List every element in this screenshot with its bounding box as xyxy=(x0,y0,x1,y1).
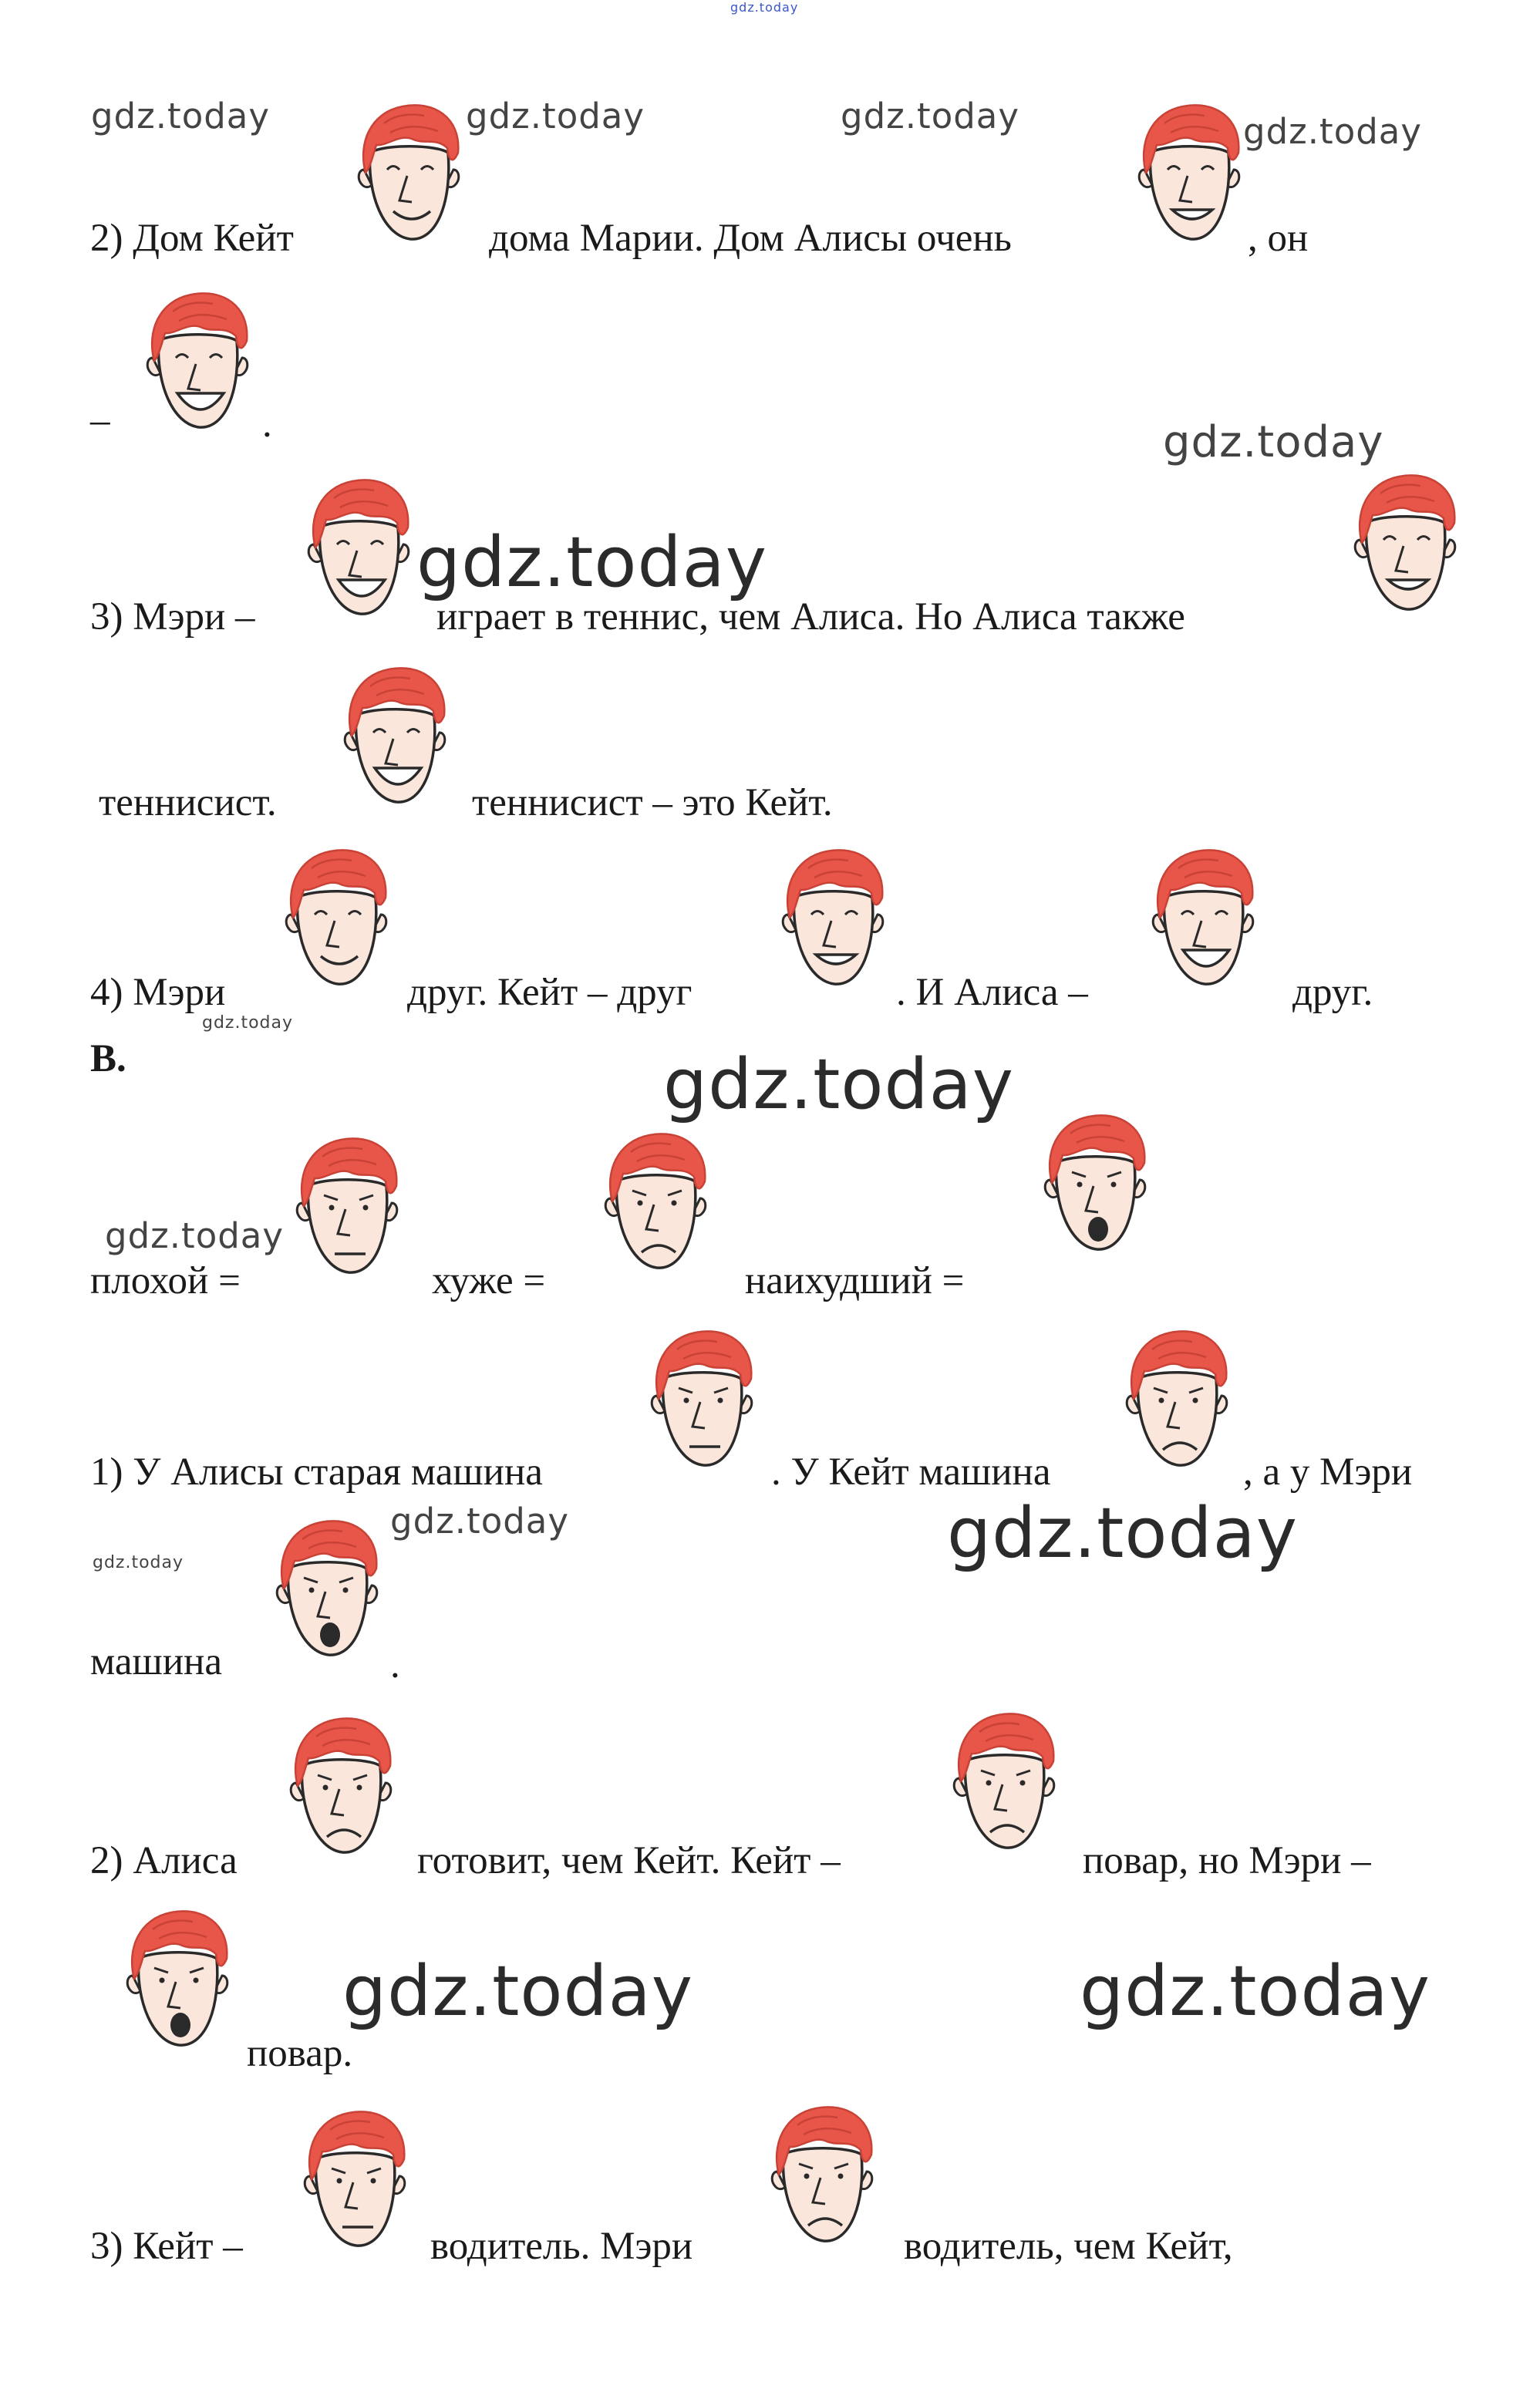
a4-text-2: друг. Кейт – друг xyxy=(407,971,692,1014)
crying-face-icon xyxy=(265,1515,389,1663)
a3-text-2: играет в теннис, чем Алиса. Но Алиса также xyxy=(436,595,1185,639)
watermark: gdz.today xyxy=(342,1951,694,2032)
watermark: gdz.today xyxy=(91,96,271,136)
a3-text-3: теннисист. xyxy=(99,781,277,824)
a2-text-4: – xyxy=(90,399,110,442)
frowning-face-icon xyxy=(1115,1325,1238,1473)
section-b-label: B. xyxy=(90,1037,126,1080)
smiling-face-icon xyxy=(1127,99,1251,247)
watermark: gdz.today xyxy=(947,1493,1299,1574)
watermark: gdz.today xyxy=(1243,111,1423,152)
a4-text-3: . И Алиса – xyxy=(896,971,1088,1014)
sad-face-icon xyxy=(293,2105,416,2253)
smiling-face-icon xyxy=(771,844,895,992)
watermark: gdz.today xyxy=(390,1501,570,1542)
b2-text-1: 2) Алиса xyxy=(90,1839,238,1882)
frowning-face-icon xyxy=(279,1712,403,1860)
big-smile-face-icon xyxy=(333,662,457,810)
a2-text-2: дома Марии. Дом Алисы очень xyxy=(489,217,1012,260)
watermark: gdz.today xyxy=(1163,417,1384,467)
sad-face-icon xyxy=(285,1132,409,1280)
b3-text-1: 3) Кейт – xyxy=(90,2225,243,2268)
crying-face-icon xyxy=(116,1905,239,2053)
legend-worse: хуже = xyxy=(432,1259,546,1302)
watermark: gdz.today xyxy=(466,96,645,136)
smiling-face-icon xyxy=(1343,469,1467,617)
watermark: gdz.today xyxy=(202,1013,294,1033)
watermark-top: gdz.today xyxy=(730,0,799,15)
big-smile-face-icon xyxy=(297,473,420,622)
watermark: gdz.today xyxy=(1080,1951,1431,2032)
watermark: gdz.today xyxy=(841,96,1020,136)
b1-text-5: . xyxy=(390,1643,400,1686)
b1-text-2: . У Кейт машина xyxy=(771,1451,1051,1494)
watermark: gdz.today xyxy=(663,1044,1015,1125)
crying-face-icon xyxy=(1033,1109,1157,1257)
b1-text-4: машина xyxy=(90,1640,223,1683)
a4-text-1: 4) Мэри xyxy=(90,971,226,1014)
frowning-face-icon xyxy=(594,1127,717,1275)
happy-face-icon xyxy=(275,844,398,992)
a2-text-5: . xyxy=(262,403,272,446)
b3-text-3: водитель, чем Кейт, xyxy=(904,2225,1233,2268)
b2-text-3: повар, но Мэри – xyxy=(1083,1839,1371,1882)
a3-text-1: 3) Мэри – xyxy=(90,595,255,639)
happy-face-icon xyxy=(347,99,470,247)
watermark: gdz.today xyxy=(105,1215,285,1256)
a4-text-4: друг. xyxy=(1292,971,1373,1014)
legend-bad: плохой = xyxy=(90,1259,241,1302)
b1-text-3: , а у Мэри xyxy=(1243,1451,1413,1494)
a2-text-3: , он xyxy=(1248,217,1309,260)
legend-worst: наихудший = xyxy=(745,1259,965,1302)
frowning-face-icon xyxy=(942,1707,1066,1855)
watermark: gdz.today xyxy=(416,522,768,603)
frowning-face-icon xyxy=(760,2101,884,2249)
a3-text-4: теннисист – это Кейт. xyxy=(472,781,833,824)
a2-text-1: 2) Дом Кейт xyxy=(90,217,294,260)
b1-text-1: 1) У Алисы старая машина xyxy=(90,1451,543,1494)
watermark: gdz.today xyxy=(93,1553,184,1572)
sad-face-icon xyxy=(640,1325,763,1473)
b2-text-2: готовит, чем Кейт. Кейт – xyxy=(417,1839,841,1882)
b3-text-2: водитель. Мэри xyxy=(430,2225,693,2268)
big-smile-face-icon xyxy=(136,287,259,435)
big-smile-face-icon xyxy=(1141,844,1265,992)
b2-text-4: повар. xyxy=(247,2032,353,2075)
